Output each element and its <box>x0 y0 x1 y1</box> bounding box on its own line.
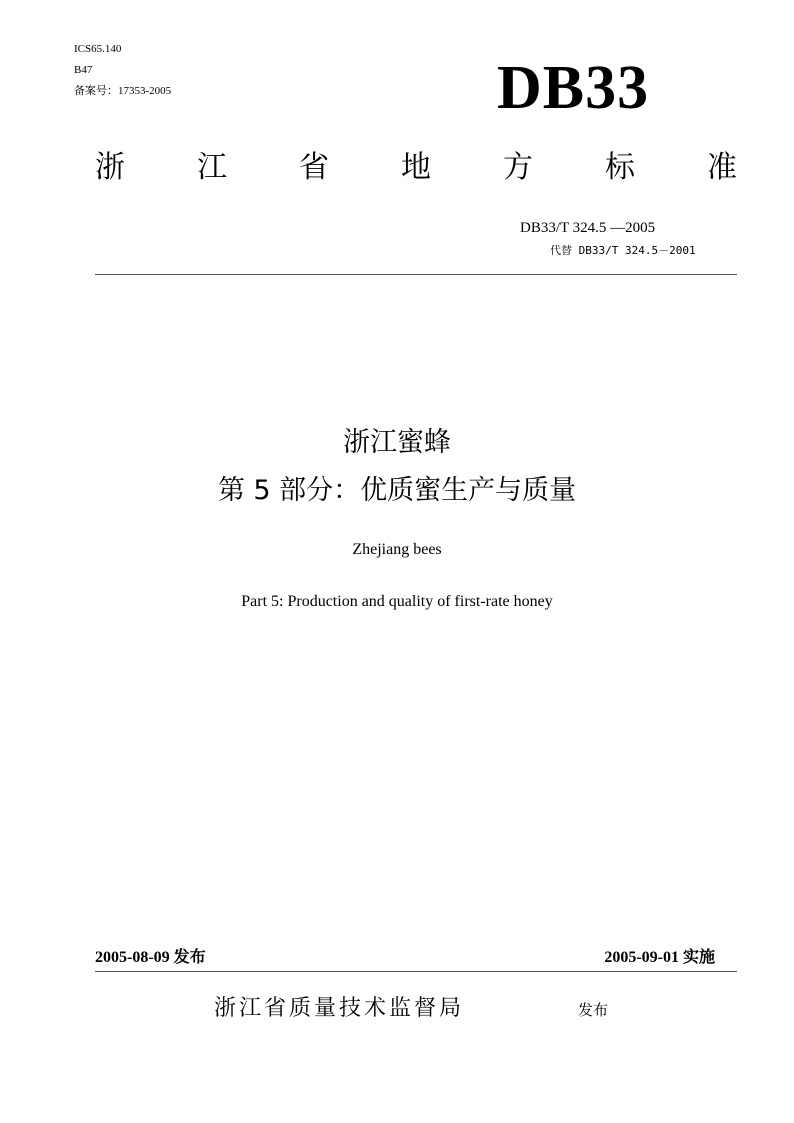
bottom-divider <box>95 971 737 972</box>
issuing-authority-suffix: 发布 <box>578 1001 609 1019</box>
standard-type-char: 省 <box>299 150 329 185</box>
replaces-standard: 代替 DB33/T 324.5－2001 <box>550 244 696 257</box>
title-chinese-main: 浙江蜜蜂 <box>343 427 451 458</box>
standard-type-char: 地 <box>401 150 431 185</box>
standard-type-char: 准 <box>707 150 737 185</box>
top-divider <box>95 274 737 275</box>
classification-code: B47 <box>74 64 93 76</box>
registration-number: 备案号：17353-2005 <box>74 85 172 97</box>
ics-code: ICS65.140 <box>74 43 122 55</box>
standard-type-char: 方 <box>503 150 533 185</box>
implementation-date: 2005-09-01 实施 <box>604 949 715 966</box>
issuing-authority: 浙江省质量技术监督局 <box>214 996 465 1021</box>
standard-type-heading <box>95 148 737 188</box>
standard-type-char: 江 <box>197 150 227 185</box>
title-chinese-part: 第 5 部分：优质蜜生产与质量 <box>217 475 577 506</box>
standard-number: DB33/T 324.5 —2005 <box>520 220 656 236</box>
title-english-main: Zhejiang bees <box>352 541 442 558</box>
standard-type-char: 浙 <box>95 150 125 185</box>
publish-date: 2005-08-09 发布 <box>95 949 206 966</box>
title-english-part: Part 5: Production and quality of first-rate honey <box>241 593 553 610</box>
standard-type-char: 标 <box>605 150 635 185</box>
db33-logo: DB33 <box>497 54 650 122</box>
